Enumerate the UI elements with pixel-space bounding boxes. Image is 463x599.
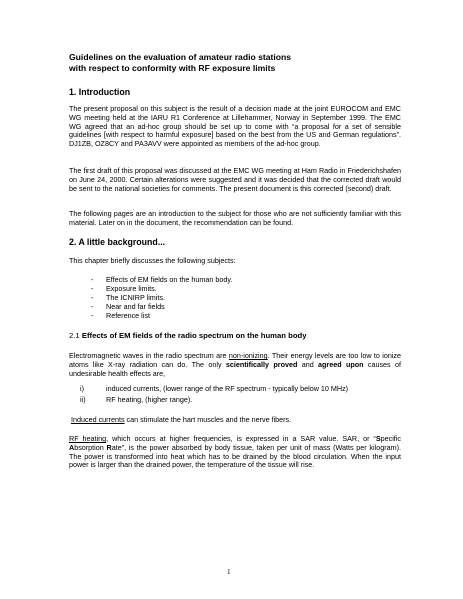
underlined-term: non-ionizing xyxy=(228,351,268,360)
heading-background: 2. A little background... xyxy=(69,237,166,247)
list-number: ii) xyxy=(80,394,86,404)
bold-letter: A xyxy=(69,442,75,452)
document-title xyxy=(69,52,409,74)
section-title: Effects of EM fields of the radio spectrum on the human body xyxy=(81,331,307,340)
list-item-text: Reference list xyxy=(106,310,150,320)
list-dash: - xyxy=(91,275,94,284)
underlined-term: RF heating xyxy=(69,434,107,443)
bold-term: scientifically proved xyxy=(225,359,298,369)
list-item-text: induced currents, (lower range of the RF spectrum - typically below 10 MHz) xyxy=(106,384,349,393)
text-run: ate”, is the power absorbed by body tissue, taken per unit of mass (Watts per kilogram). The power is transformed into heat which has to be drained by the blood circulation. When the input power is larger than the drained power, the temperature of the tissue will rise. xyxy=(69,442,401,470)
text-run: Electromagnetic waves in the radio spectrum are xyxy=(69,351,229,360)
intro-paragraph-1: The present proposal on this subject is the result of a decision made at the joint EUROCOM and EMC WG meeting held at the IARU R1 Conference at Lillehammer, Norway in September 1999. The EMC WG agreed that an ad-hoc group should be set up to come with “a proposal for a set of sensible guidelines [with respect to harmful exposure] based on the best from the US and German regulations”. DJ1ZB, OZ8CY and PA3AVV were appointed as members of the ad-hoc group. xyxy=(69,104,401,149)
bold-letter: S xyxy=(375,434,381,443)
list-dash: - xyxy=(91,310,94,320)
text-run: pecific xyxy=(380,434,401,443)
list-item-text: Near and far fields xyxy=(106,301,165,311)
list-dash: - xyxy=(91,301,94,311)
text-run: and xyxy=(297,359,319,369)
list-item-text: The ICNIRP limits. xyxy=(106,292,165,302)
list-item-text: Exposure limits. xyxy=(106,283,157,293)
section21-paragraph-3 xyxy=(69,435,401,470)
underlined-term: Induced currents xyxy=(71,415,125,424)
title-line-1: Guidelines on the evaluation of amateur radio stations xyxy=(69,52,292,62)
list-dash: - xyxy=(91,283,94,293)
list-item-text: RF heating, (higher range). xyxy=(106,394,193,404)
section-number: 2.1 xyxy=(69,331,80,340)
heading-introduction: 1. Introduction xyxy=(69,87,131,97)
text-run: can stimulate the hart muscles and the nerve fibers. xyxy=(124,415,292,424)
effects-list xyxy=(69,384,401,405)
text-run: , which occurs at higher frequencies, is expressed in a SAR value. SAR, or “ xyxy=(106,434,376,443)
title-line-2: with respect to conformity with RF exposure limits xyxy=(69,63,276,73)
list-dash: - xyxy=(91,292,94,302)
text-run: . Their energy levels are too low to ionize atoms like X-ray radiation can do. The only xyxy=(69,351,401,369)
section21-paragraph-1 xyxy=(69,352,401,378)
intro-paragraph-2: The first draft of this proposal was discussed at the EMC WG meeting at Ham Radio in Friederichshafen on June 24, 2000. Certain alterations were suggested and it was decided that the corrected draft would be sent to the national societies for comments. The present document is this corrected (second) draft. xyxy=(69,166,401,193)
text-run: causes of undesirable health effects are, xyxy=(69,359,401,378)
section21-paragraph-2 xyxy=(69,416,401,425)
background-lead: This chapter briefly discusses the following subjects: xyxy=(69,256,236,265)
bold-letter: R xyxy=(106,442,112,452)
page-number: 1 xyxy=(227,568,231,576)
list-item xyxy=(69,384,401,395)
list-number: i) xyxy=(80,384,84,393)
background-subject-list xyxy=(69,276,401,321)
bold-term: agreed upon xyxy=(318,359,364,369)
list-item xyxy=(69,395,401,406)
list-item xyxy=(69,312,401,321)
list-item-text: Effects of EM fields on the human body. xyxy=(106,275,233,284)
intro-paragraph-3: The following pages are an introduction to the subject for those who are not sufficiently familiar with this material. Later on in the document, the recommendation can be found. xyxy=(69,209,401,227)
heading-section-2-1 xyxy=(69,331,307,341)
text-run: bsorption xyxy=(74,442,107,452)
